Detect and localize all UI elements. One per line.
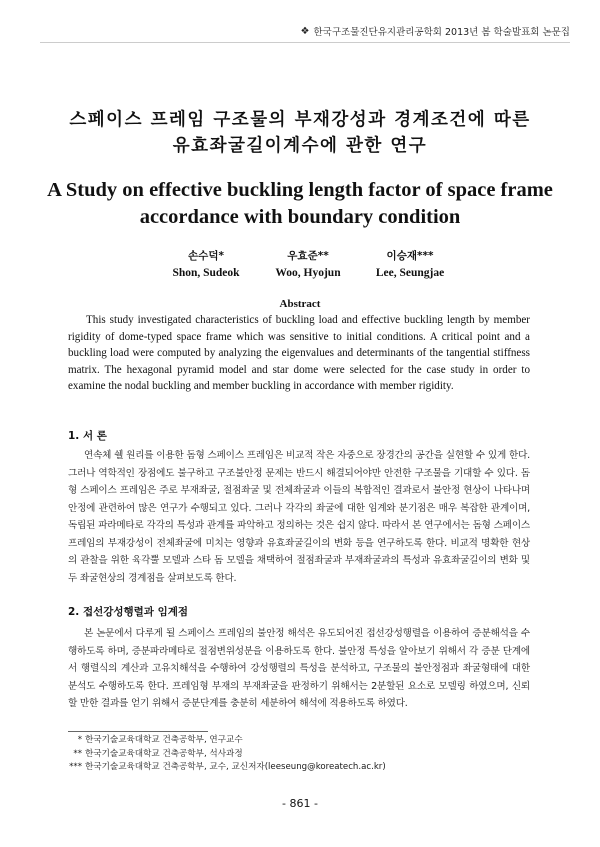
author-name-english: Shon, Sudeok bbox=[172, 267, 240, 279]
abstract-heading: Abstract bbox=[279, 298, 321, 310]
korean-title-line-2: 유효좌굴길이계수에 관한 연구 bbox=[172, 136, 428, 156]
footnote-divider bbox=[68, 731, 208, 732]
author-name-english: Lee, Seungjae bbox=[375, 267, 445, 279]
section-heading-introduction: 1. 서 론 bbox=[68, 430, 107, 442]
author-name-english: Woo, Hyojun bbox=[275, 267, 341, 279]
section-body-stiffness-matrix: 본 논문에서 다루게 될 스페이스 프레임의 불안정 해석은 유도되어진 접선강성행렬을 이용하여 증분해석을 수행하도록 하며, 증분파라메타로 절점변위성분을 이용하도록 한다. 불안정 특성을 알아보기 위해서 각 증분 단계에서 행렬식의 계산과 고유치해석을 수행하여 강성행렬의 특성을 분석하고, 구조물의 불안정점과 좌굴형태에 대한 분석도 수행하도록 한다. 프레임형 부재의 부재좌굴을 판정하기 위해서는 2분할된 요소로 모델링 하였으며, 신뢰할 만한 결과를 얻기 위해서 증분단계를 충분히 세분하여 해석에 적용하도록 하였다. bbox=[68, 628, 530, 709]
abstract-body: This study investigated characteristics of buckling load and effective buckling length by member rigidity of dome-typed space frame which was sensitive to initial conditions. A critical point and a buckling load were computed by analyzing the eigenvalues and determinants of the tangential stiffness matrix. The hexagonal pyramid model and star dome were selected for the case study in order to examine the nodal buckling and member buckling in accordance with member rigidity. bbox=[68, 314, 530, 393]
header-text: 한국구조물진단유지관리공학회 2013년 봄 학술발표회 논문집 bbox=[313, 27, 570, 38]
author-name-korean: 이승재*** bbox=[386, 250, 434, 262]
english-title bbox=[0, 177, 600, 231]
header-bullet-icon: ❖ bbox=[300, 25, 310, 37]
author-name-korean: 손수덕* bbox=[188, 250, 224, 262]
footnote-1 bbox=[68, 734, 538, 748]
footnote-3 bbox=[68, 761, 538, 775]
section-heading-stiffness-matrix: 2. 접선강성행렬과 임계점 bbox=[68, 606, 189, 618]
footnote-text: 한국기술교육대학교 건축공학부, 연구교수 bbox=[85, 735, 243, 745]
korean-title-line-1: 스페이스 프레임 구조물의 부재강성과 경계조건에 따른 bbox=[69, 110, 531, 130]
footnote-2 bbox=[68, 748, 538, 762]
page-number: - 861 - bbox=[282, 797, 318, 810]
english-title-line-2: accordance with boundary condition bbox=[139, 206, 461, 228]
footnote-mark: * bbox=[77, 735, 82, 745]
running-header bbox=[301, 24, 570, 38]
author-3 bbox=[350, 248, 470, 282]
footnote-mark: ** bbox=[73, 748, 82, 759]
footnote-text: 한국기술교육대학교 건축공학부, 석사과정 bbox=[85, 748, 243, 759]
section-body-introduction: 연속체 쉘 원리를 이용한 돔형 스페이스 프레임은 비교적 작은 자중으로 장경간의 공간을 실현할 수 있게 한다. 그러나 역학적인 장점에도 불구하고 구조불안정 문제는 반드시 해결되어야만 안전한 구조물을 기대할 수 있다. 돔형 스페이스 프레임은 주로 부재좌굴, 절점좌굴 및 전체좌굴과 이들의 복합적인 결과로서 불안정 현상이 나타나며 안정에 관련하여 많은 연구가 수행되고 있다. 그러나 각각의 좌굴에 대한 임계와 분기점은 매우 복잡한 관계이며, 독립된 파라메타로 각각의 특성과 관계를 파악하고 정의하는 것은 쉽지 않다. 따라서 본 연구에서는 돔형 스페이스 프레임의 부재강성이 전체좌굴에 미치는 영향과 유효좌굴길이의 변화 등을 연구하도록 한다. 비교적 명확한 현상의 관찰을 위한 육각뿔 모델과 스타 돔 모델을 채택하여 절점좌굴과 부재좌굴과의 특성과 유효좌굴길이의 변화 및 두 좌굴현상의 경계점을 살펴보도록 한다. bbox=[68, 450, 530, 584]
korean-title bbox=[0, 107, 600, 159]
english-title-line-1: A Study on effective buckling length factor of space frame bbox=[47, 179, 553, 201]
author-name-korean: 우효준** bbox=[287, 250, 329, 262]
footnotes bbox=[68, 734, 538, 775]
header-divider bbox=[40, 42, 570, 43]
footnote-text: 한국기술교육대학교 건축공학부, 교수, 교신저자(leeseung@koreatech.ac.kr) bbox=[85, 762, 386, 772]
footnote-mark: *** bbox=[69, 762, 82, 772]
